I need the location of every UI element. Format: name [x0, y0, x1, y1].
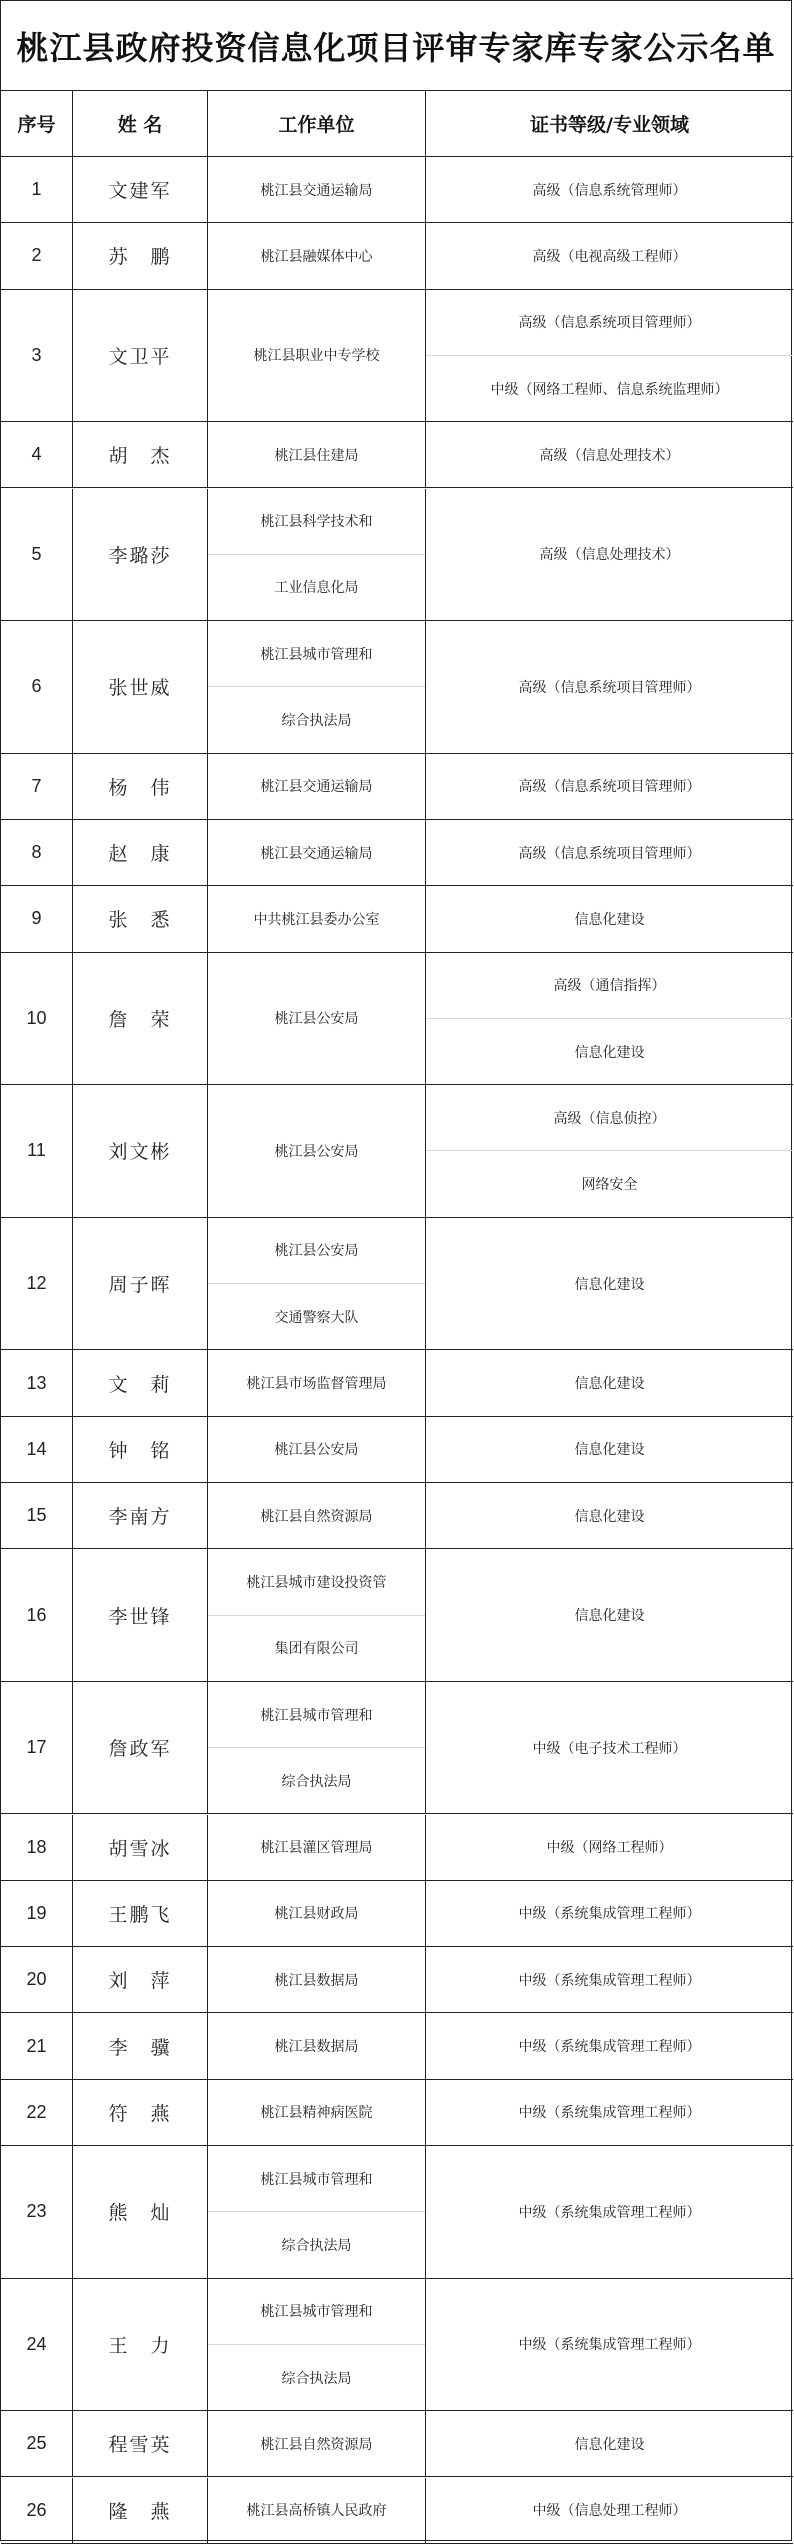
certificate-field: 中级（系统集成管理工程师） [518, 2204, 701, 2221]
row-number: 4 [31, 444, 42, 465]
expert-name: 周子晖 [108, 1274, 172, 1297]
expert-name: 张世威 [108, 677, 172, 700]
work-unit: 桃江县市场监督管理局 [246, 1376, 387, 1393]
expert-name: 李世锋 [108, 1605, 172, 1628]
work-unit: 桃江县公安局 [274, 1143, 359, 1160]
work-unit: 综合执法局 [208, 2211, 425, 2277]
work-unit: 桃江县城市管理和 [260, 2304, 373, 2321]
expert-name: 符 燕 [108, 2102, 172, 2125]
expert-name: 詹政军 [108, 1738, 172, 1761]
table-row [1, 1815, 793, 1881]
table-row [1, 2478, 793, 2544]
expert-name: 杨 伟 [108, 776, 172, 799]
work-unit: 综合执法局 [208, 686, 425, 752]
work-unit: 综合执法局 [208, 1747, 425, 1813]
expert-name: 刘文彬 [108, 1141, 172, 1164]
row-number: 20 [26, 1969, 47, 1990]
expert-name: 文建军 [108, 180, 172, 203]
certificate-field: 中级（系统集成管理工程师） [518, 2337, 701, 2354]
row-number: 21 [26, 2035, 47, 2056]
header-unit: 工作单位 [278, 114, 355, 136]
row-number: 6 [31, 676, 42, 697]
expert-name: 苏 鹏 [108, 246, 172, 269]
table-row [1, 2080, 793, 2146]
table-row [1, 621, 793, 754]
row-number: 18 [26, 1836, 47, 1857]
table-row [1, 953, 793, 1086]
row-number: 8 [31, 842, 42, 863]
row-number: 7 [31, 775, 42, 796]
certificate-field: 中级（网络工程师、信息系统监理师） [426, 355, 793, 421]
row-number: 15 [26, 1505, 47, 1526]
table-row [1, 2279, 793, 2412]
work-unit: 桃江县高桥镇人民政府 [246, 2503, 387, 2520]
expert-name: 胡雪冰 [108, 1837, 172, 1860]
work-unit: 桃江县公安局 [274, 1442, 359, 1459]
expert-name: 熊 灿 [108, 2202, 172, 2225]
work-unit: 桃江县交通运输局 [260, 845, 373, 862]
table-row [1, 1350, 793, 1416]
work-unit: 桃江县自然资源局 [260, 1508, 373, 1525]
expert-name: 詹 荣 [108, 1008, 172, 1031]
table-row [1, 1085, 793, 1218]
certificate-field: 高级（信息系统项目管理师） [518, 845, 701, 862]
table-row [1, 1483, 793, 1549]
row-number: 2 [31, 245, 42, 266]
row-number: 22 [26, 2101, 47, 2122]
work-unit: 桃江县融媒体中心 [260, 248, 373, 265]
certificate-field: 中级（系统集成管理工程师） [518, 2105, 701, 2122]
table-row [1, 1947, 793, 2013]
table-row [1, 223, 793, 289]
work-unit: 桃江县职业中专学校 [253, 348, 380, 365]
work-unit: 桃江县公安局 [274, 1011, 359, 1028]
work-unit: 桃江县城市建设投资管 [246, 1574, 387, 1591]
expert-name: 隆 燕 [108, 2500, 172, 2523]
work-unit: 桃江县财政局 [274, 1906, 359, 1923]
certificate-field: 高级（信息系统项目管理师） [518, 679, 701, 696]
certificate-field: 高级（通信指挥） [553, 978, 666, 995]
certificate-field: 高级（信息系统项目管理师） [518, 779, 701, 796]
certificate-field: 网络安全 [426, 1150, 793, 1216]
certificate-field: 高级（电视高级工程师） [532, 248, 687, 265]
expert-name: 文 莉 [108, 1373, 172, 1396]
work-unit: 桃江县自然资源局 [260, 2436, 373, 2453]
certificate-field: 中级（信息处理工程师） [532, 2503, 687, 2520]
work-unit: 桃江县城市管理和 [260, 646, 373, 663]
expert-name: 王 力 [108, 2334, 172, 2357]
table-row [1, 820, 793, 886]
row-number: 9 [31, 908, 42, 929]
certificate-field: 信息化建设 [574, 911, 645, 928]
expert-name: 刘 萍 [108, 1970, 172, 1993]
work-unit: 桃江县交通运输局 [260, 779, 373, 796]
certificate-field: 高级（信息系统项目管理师） [518, 315, 701, 332]
certificate-field: 信息化建设 [574, 1276, 645, 1293]
table-row [1, 886, 793, 952]
work-unit: 中共桃江县委办公室 [253, 911, 380, 928]
expert-name: 李 骥 [108, 2036, 172, 2059]
table-row [1, 1549, 793, 1682]
expert-name: 胡 杰 [108, 445, 172, 468]
work-unit: 桃江县住建局 [274, 447, 359, 464]
certificate-field: 信息化建设 [574, 1442, 645, 1459]
row-number: 10 [26, 1007, 47, 1028]
certificate-field: 高级（信息处理技术） [539, 547, 680, 564]
work-unit: 桃江县交通运输局 [260, 182, 373, 199]
row-number: 16 [26, 1604, 47, 1625]
row-number: 24 [26, 2333, 47, 2354]
certificate-field: 高级（信息侦控） [553, 1110, 666, 1127]
row-number: 17 [26, 1737, 47, 1758]
row-number: 12 [26, 1273, 47, 1294]
expert-name: 钟 铭 [108, 1439, 172, 1462]
table-row [1, 290, 793, 423]
expert-name: 王鹏飞 [108, 1903, 172, 1926]
certificate-field: 信息化建设 [574, 1508, 645, 1525]
certificate-field: 高级（信息系统管理师） [532, 182, 687, 199]
work-unit: 桃江县公安局 [274, 1243, 359, 1260]
expert-name: 李南方 [108, 1506, 172, 1529]
certificate-field: 信息化建设 [574, 1608, 645, 1625]
expert-name: 文卫平 [108, 345, 172, 368]
expert-name: 程雪英 [108, 2434, 172, 2457]
certificate-field: 信息化建设 [426, 1018, 793, 1084]
table-row [1, 157, 793, 223]
work-unit: 综合执法局 [208, 2344, 425, 2410]
table-row [1, 1682, 793, 1815]
expert-name: 张 悉 [108, 909, 172, 932]
certificate-field: 中级（系统集成管理工程师） [518, 2039, 701, 2056]
document-title: 桃江县政府投资信息化项目评审专家库专家公示名单 [1, 1, 791, 91]
row-number: 19 [26, 1902, 47, 1923]
work-unit: 桃江县城市管理和 [260, 1707, 373, 1724]
work-unit: 桃江县科学技术和 [260, 514, 373, 531]
table-row [1, 1417, 793, 1483]
row-number: 26 [26, 2499, 47, 2520]
table-row [1, 489, 793, 622]
expert-name: 赵 康 [108, 843, 172, 866]
work-unit: 桃江县数据局 [274, 1972, 359, 1989]
row-number: 3 [31, 344, 42, 365]
table-row [1, 2013, 793, 2079]
certificate-field: 中级（电子技术工程师） [532, 1740, 687, 1757]
expert-name: 李璐莎 [108, 544, 172, 567]
certificate-field: 信息化建设 [574, 1376, 645, 1393]
certificate-field: 信息化建设 [574, 2436, 645, 2453]
row-number: 23 [26, 2201, 47, 2222]
work-unit: 桃江县灌区管理局 [260, 1840, 373, 1857]
work-unit: 桃江县数据局 [274, 2039, 359, 2056]
table-row [1, 2411, 793, 2477]
certificate-field: 高级（信息处理技术） [539, 447, 680, 464]
row-number: 25 [26, 2433, 47, 2454]
certificate-field: 中级（系统集成管理工程师） [518, 1906, 701, 1923]
header-certificate: 证书等级/专业领域 [530, 114, 689, 136]
table-row [1, 2146, 793, 2279]
row-number: 11 [27, 1140, 46, 1161]
work-unit: 工业信息化局 [208, 554, 425, 620]
row-number: 14 [26, 1438, 47, 1459]
certificate-field: 中级（系统集成管理工程师） [518, 1972, 701, 1989]
header-name: 姓 名 [117, 114, 163, 136]
table-row [1, 422, 793, 488]
work-unit: 桃江县城市管理和 [260, 2171, 373, 2188]
row-number: 13 [26, 1372, 47, 1393]
table-row [1, 754, 793, 820]
row-number: 5 [31, 543, 42, 564]
table-header [1, 91, 793, 157]
header-number: 序号 [17, 114, 56, 136]
table-row [1, 1881, 793, 1947]
work-unit: 桃江县精神病医院 [260, 2105, 373, 2122]
row-number: 1 [31, 179, 42, 200]
table-row [1, 1218, 793, 1351]
work-unit: 集团有限公司 [208, 1615, 425, 1681]
certificate-field: 中级（网络工程师） [546, 1840, 673, 1857]
work-unit: 交通警察大队 [208, 1283, 425, 1349]
